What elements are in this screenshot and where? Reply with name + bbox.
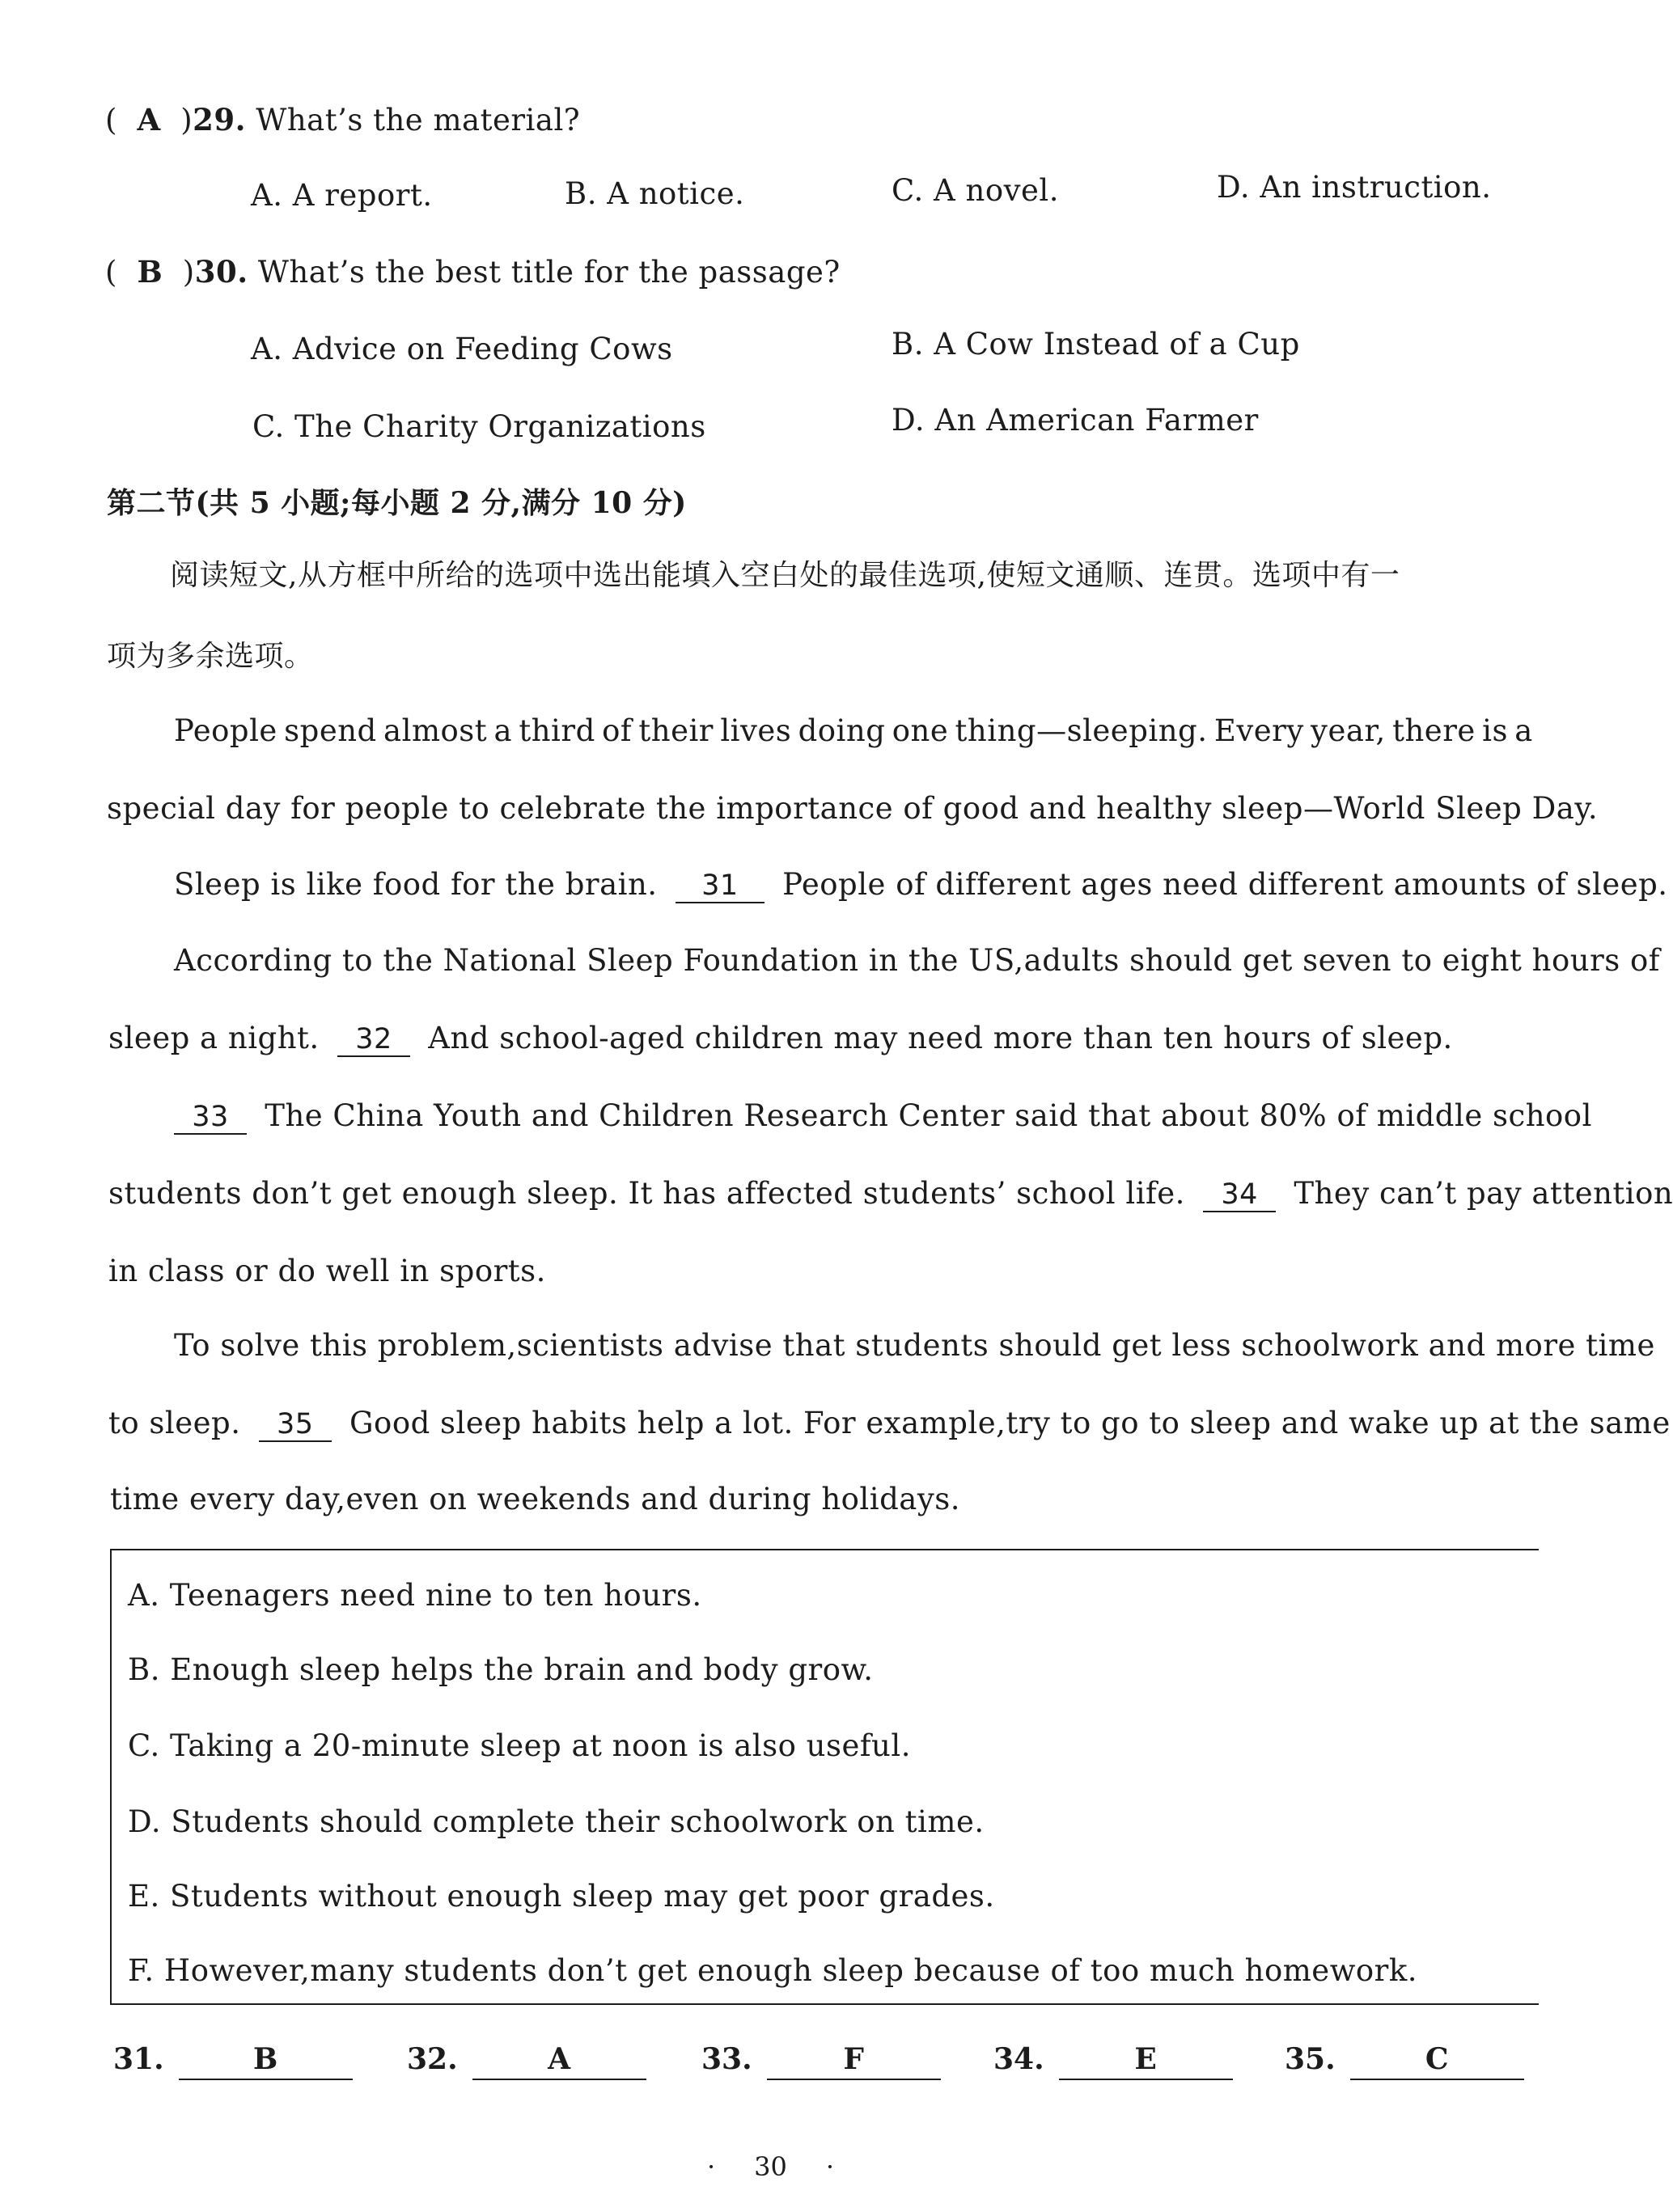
passage-text: Good sleep habits help a lot. For example,try to go to sleep and wake up at the same <box>349 1406 1671 1440</box>
section-instruction-line2: 项为多余选项。 <box>107 640 314 673</box>
passage-text: And school-aged children may need more than ten hours of sleep. <box>428 1021 1453 1055</box>
passage-line-9: To solve this problem,scientists advise that students should get less schoolwork and more time <box>174 1328 1655 1363</box>
answer-field[interactable]: A <box>472 2040 646 2080</box>
box-option-e: E. Students without enough sleep may get poor grades. <box>128 1879 995 1914</box>
q29-option-c: C. A novel. <box>892 173 1059 208</box>
word: third <box>519 713 595 748</box>
blank-31[interactable]: 31 <box>676 869 764 903</box>
word: almost <box>383 713 488 748</box>
word: there <box>1392 713 1476 748</box>
word: spend <box>284 713 377 748</box>
answer-number: 31. <box>113 2042 164 2076</box>
box-option-f: F. However,many students don’t get enough sleep because of too much homework. <box>128 1953 1418 1988</box>
passage-text: They can’t pay attention <box>1294 1176 1673 1211</box>
question-number-29: 29. <box>193 102 247 137</box>
section-heading: 第二节(共 5 小题;每小题 2 分,满分 10 分) <box>107 486 687 520</box>
word: People <box>174 713 277 748</box>
question-text-30: What’s the best title for the passage? <box>257 255 841 290</box>
word: is <box>1482 713 1508 748</box>
answer-number: 32. <box>407 2042 458 2076</box>
answer-number: 34. <box>993 2042 1044 2076</box>
word: Every <box>1213 713 1304 748</box>
page-dot-right: · <box>825 2151 835 2182</box>
passage-line-6 <box>166 1097 1592 1136</box>
passage-line-10 <box>108 1404 1671 1443</box>
answer-field[interactable]: F <box>767 2040 941 2080</box>
passage-text: to sleep. <box>108 1406 241 1440</box>
passage-line-4: According to the National Sleep Foundation in the US,adults should get seven to eight hours of <box>174 943 1660 978</box>
box-option-a: A. Teenagers need nine to ten hours. <box>128 1578 702 1613</box>
q29-option-b: B. A notice. <box>565 176 745 211</box>
answer-31 <box>113 2040 353 2080</box>
word: year, <box>1311 713 1386 748</box>
passage-text: Sleep is like food for the brain. <box>174 867 658 902</box>
passage-line-8: in class or do well in sports. <box>108 1254 546 1288</box>
answer-number: 33. <box>701 2042 752 2076</box>
passage-line-7 <box>108 1174 1673 1213</box>
page-footer <box>0 2151 1541 2182</box>
blank-33[interactable]: 33 <box>174 1101 247 1135</box>
word: lives <box>720 713 792 748</box>
blank-35[interactable]: 35 <box>259 1408 332 1442</box>
options-box <box>110 1549 1539 2005</box>
box-option-b: B. Enough sleep helps the brain and body grow. <box>128 1652 874 1687</box>
passage-line-11: time every day,even on weekends and during holidays. <box>110 1482 960 1516</box>
word: of <box>602 713 633 748</box>
word: a <box>1514 713 1533 748</box>
word: thing—sleeping. <box>955 713 1208 748</box>
question-29: ( A )29. What’s the material? <box>105 102 581 137</box>
passage-line-3 <box>174 865 1668 904</box>
question-30: ( B )30. What’s the best title for the passage? <box>105 254 841 290</box>
answer-number: 35. <box>1285 2042 1336 2076</box>
page-number: 30 <box>754 2151 787 2182</box>
box-option-d: D. Students should complete their schoolwork on time. <box>128 1804 985 1839</box>
passage-text: The China Youth and Children Research Center said that about 80% of middle school <box>265 1098 1592 1133</box>
word: doing <box>798 713 886 748</box>
question-number-30: 30. <box>194 254 248 290</box>
q29-option-a: A. A report. <box>251 178 433 213</box>
page-dot-left: · <box>706 2151 716 2182</box>
answer-32 <box>407 2040 646 2080</box>
passage-line-1 <box>174 712 1533 751</box>
q30-option-d: D. An American Farmer <box>892 403 1259 438</box>
q30-option-a: A. Advice on Feeding Cows <box>251 332 673 366</box>
word: their <box>638 713 714 748</box>
answer-mark-29: A <box>137 102 161 137</box>
passage-line-2: special day for people to celebrate the importance of good and healthy sleep—World Sleep Day. <box>107 791 1599 826</box>
word: a <box>493 713 513 748</box>
blank-34[interactable]: 34 <box>1203 1178 1276 1212</box>
box-option-c: C. Taking a 20-minute sleep at noon is also useful. <box>128 1728 911 1763</box>
q29-option-d: D. An instruction. <box>1217 170 1492 205</box>
passage-text: sleep a night. <box>108 1021 320 1055</box>
answer-33 <box>701 2040 941 2080</box>
answer-field[interactable]: E <box>1059 2040 1233 2080</box>
question-text-29: What’s the material? <box>256 103 581 137</box>
section-instruction-line1: 阅读短文,从方框中所给的选项中选出能填入空白处的最佳选项,使短文通顺、连贯。选项中有一 <box>170 559 1400 592</box>
passage-text: students don’t get enough sleep. It has affected students’ school life. <box>108 1176 1185 1211</box>
q30-option-b: B. A Cow Instead of a Cup <box>892 327 1300 362</box>
word: one <box>892 713 949 748</box>
passage-line-5 <box>108 1019 1453 1058</box>
answer-35 <box>1285 2040 1524 2080</box>
passage-text: People of different ages need different amounts of sleep. <box>782 867 1668 902</box>
q30-option-c: C. The Charity Organizations <box>252 409 706 444</box>
answer-mark-30: B <box>137 254 163 290</box>
answer-field[interactable]: C <box>1350 2040 1524 2080</box>
answer-field[interactable]: B <box>179 2040 353 2080</box>
blank-32[interactable]: 32 <box>337 1023 410 1057</box>
answer-34 <box>993 2040 1233 2080</box>
